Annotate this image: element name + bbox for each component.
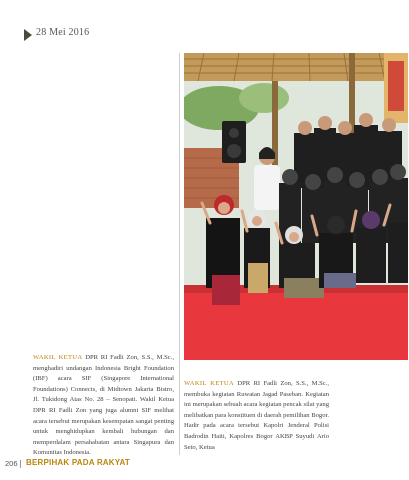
left-article-body: DPR RI Fadli Zon, S.S., M.Sc., menghadiri undangan Indonesia Bright Foundation (IBF) acara SIF (Singapore International Foundations) Connects, di Midtown Jakarta Bistro, Jl. Tukidong Atas No. 28 – Senopati. Wakil Ketua DPR RI Fadli Zon yang juga alumni SIF melihat acara tersebut merupakan kesempatan sangat penting untuk menghidupkan kembali hubungan dan memperdalam persahabatan antara Singapura dan Komunitas Indonesia. [33,354,174,457]
date-marker-icon [24,29,32,41]
right-article-body: DPR RI Fadli Zon, S.S., M.Sc., membuka kegiatan Ruwatan Jagad Paseban. Kegiatan ini merupakan sebuah acara kegiatan pencak silat yang melibatkan para konstituen di daerah pemilihan Bogor. Hadir pada acara tersebut Kapolri Jenderal Polisi Badrodin Haiti, Kapolres Bogor AKBP Suyudi Ario Seto, Ketua [184,380,329,451]
page-number: 206 [5,459,18,468]
left-article-text [33,353,174,459]
footer-brand-rest: PADA RAKYAT [69,458,131,467]
footer-brand-bold: BERPIHAK [26,458,70,467]
footer-separator [20,460,21,468]
event-photo [184,53,408,360]
footer-brand [26,458,130,467]
left-article-lead: WAKIL KETUA [33,354,83,361]
right-article-lead: WAKIL KETUA [184,380,234,387]
right-article-text [184,379,329,453]
column-divider [179,53,180,455]
page-date: 28 Mei 2016 [36,27,90,38]
